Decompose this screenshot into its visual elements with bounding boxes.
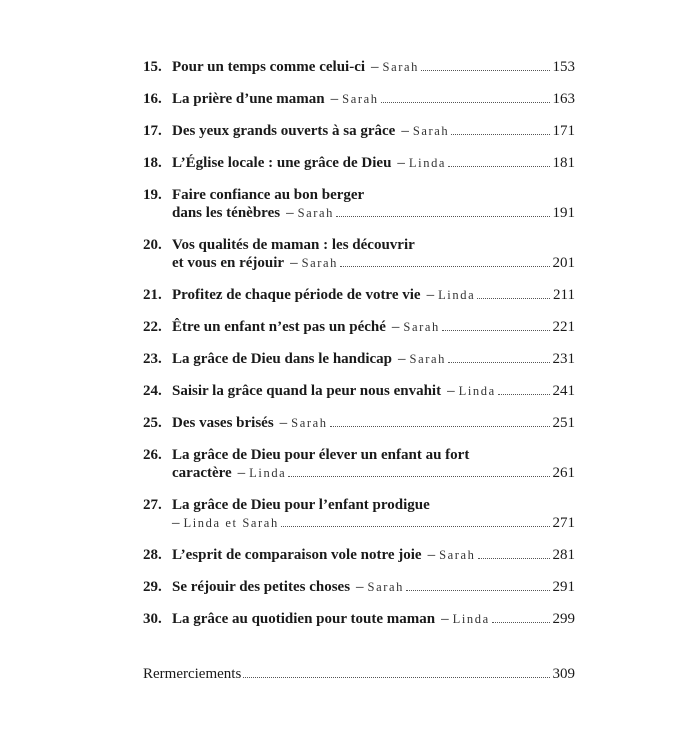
dot-leader — [381, 102, 550, 103]
entry-author: Linda — [408, 156, 447, 170]
title-author-dash: – — [237, 465, 246, 481]
page-number: 163 — [552, 91, 575, 107]
dot-leader — [336, 216, 549, 217]
entry-title: Profitez de chaque période de votre vie — [172, 287, 421, 303]
entry-title: Faire confiance au bon berger — [172, 187, 365, 203]
entry-author: Sarah — [367, 580, 404, 594]
entry-author: Linda — [438, 288, 476, 302]
toc-entry[interactable] — [143, 186, 575, 222]
page-number: 221 — [552, 319, 575, 335]
entry-number: 15. — [143, 59, 162, 75]
dot-leader — [330, 426, 550, 427]
page-number: 309 — [552, 666, 575, 682]
entry-author: Linda — [249, 466, 287, 480]
entry-number: 23. — [143, 351, 162, 367]
dot-leader — [492, 622, 550, 623]
page-number: 181 — [552, 155, 575, 171]
toc-entry[interactable] — [143, 382, 575, 400]
title-author-dash: – — [401, 123, 409, 139]
entry-title: Pour un temps comme celui-ci — [172, 59, 366, 75]
title-author-dash: – — [447, 383, 455, 399]
entry-author: Sarah — [439, 548, 476, 562]
entry-title: Se réjouir des petites choses — [172, 579, 351, 595]
entry-number: 22. — [143, 319, 162, 335]
page-number: 211 — [553, 287, 575, 303]
title-author-dash: – — [371, 59, 379, 75]
toc-entry[interactable] — [143, 414, 575, 432]
entry-title: Vos qualités de maman : les découvrir — [172, 237, 415, 253]
toc-entry[interactable] — [143, 446, 575, 482]
entry-number: 20. — [143, 237, 162, 253]
table-of-contents — [143, 58, 575, 642]
title-author-dash: – — [279, 415, 288, 431]
dot-leader — [421, 70, 550, 71]
dot-leader — [442, 330, 550, 331]
entry-number: 17. — [143, 123, 162, 139]
entry-author: Linda et Sarah — [183, 516, 279, 530]
toc-entry[interactable] — [143, 236, 575, 272]
page-number: 191 — [552, 205, 575, 221]
page-number: 231 — [552, 351, 575, 367]
entry-title: La grâce de Dieu pour élever un enfant au fort — [172, 447, 470, 463]
entry-title: L’esprit de comparaison vole notre joie — [172, 547, 422, 563]
toc-entry[interactable] — [143, 546, 575, 564]
dot-leader — [448, 362, 550, 363]
entry-author: Sarah — [382, 60, 419, 74]
page-number: 251 — [552, 415, 575, 431]
acknowledgements-entry[interactable] — [143, 666, 575, 683]
dot-leader — [288, 476, 549, 477]
entry-number: 16. — [143, 91, 162, 107]
title-author-dash: – — [397, 155, 405, 171]
toc-entry[interactable] — [143, 154, 575, 172]
toc-entry[interactable] — [143, 578, 575, 596]
title-author-dash: – — [172, 515, 180, 531]
entry-title: Être un enfant n’est pas un péché — [172, 319, 386, 335]
entry-title: caractère — [172, 465, 232, 481]
page-number: 261 — [552, 465, 575, 481]
entry-author: Sarah — [403, 320, 440, 334]
dot-leader — [281, 526, 550, 527]
entry-author: Sarah — [342, 92, 379, 106]
entry-number: 30. — [143, 611, 162, 627]
dot-leader — [498, 394, 550, 395]
dot-leader — [243, 677, 549, 678]
toc-entry[interactable] — [143, 610, 575, 628]
page-number: 201 — [552, 255, 575, 271]
title-author-dash: – — [391, 319, 400, 335]
title-author-dash: – — [427, 547, 436, 563]
dot-leader — [448, 166, 549, 167]
page-number: 171 — [552, 123, 575, 139]
entry-title: La prière d’une maman — [172, 91, 325, 107]
title-author-dash: – — [356, 579, 364, 595]
entry-title: La grâce au quotidien pour toute maman — [172, 611, 436, 627]
entry-number: 29. — [143, 579, 162, 595]
entry-author: Linda — [452, 612, 490, 626]
entry-author: Linda — [458, 384, 496, 398]
entry-author: Sarah — [409, 352, 446, 366]
dot-leader — [406, 590, 550, 591]
entry-title: La grâce de Dieu pour l’enfant prodigue — [172, 497, 430, 513]
toc-entry[interactable] — [143, 58, 575, 76]
entry-title: Des vases brisés — [172, 415, 274, 431]
toc-entry[interactable] — [143, 318, 575, 336]
dot-leader — [478, 558, 550, 559]
entry-title: Rermerciements — [143, 666, 242, 682]
entry-title: Des yeux grands ouverts à sa grâce — [172, 123, 396, 139]
page-number: 299 — [552, 611, 575, 627]
page-number: 271 — [552, 515, 575, 531]
toc-entry[interactable] — [143, 90, 575, 108]
toc-entry[interactable] — [143, 496, 575, 532]
page-number: 153 — [552, 59, 575, 75]
entry-number: 18. — [143, 155, 162, 171]
entry-author: Sarah — [301, 256, 339, 270]
entry-number: 21. — [143, 287, 162, 303]
dot-leader — [477, 298, 550, 299]
entry-number: 26. — [143, 447, 162, 463]
entry-number: 24. — [143, 383, 162, 399]
entry-number: 27. — [143, 497, 162, 513]
page-number: 291 — [552, 579, 575, 595]
entry-number: 25. — [143, 415, 162, 431]
entry-title: Saisir la grâce quand la peur nous envahit — [172, 383, 442, 399]
title-author-dash: – — [290, 255, 298, 271]
entry-author: Sarah — [291, 416, 328, 430]
entry-number: 28. — [143, 547, 162, 563]
dot-leader — [451, 134, 549, 135]
entry-number: 19. — [143, 187, 162, 203]
toc-entry[interactable] — [143, 350, 575, 368]
entry-author: Sarah — [297, 206, 335, 220]
title-author-dash: – — [286, 205, 294, 221]
title-author-dash: – — [398, 351, 406, 367]
entry-title: et vous en réjouir — [172, 255, 285, 271]
toc-entry[interactable] — [143, 286, 575, 304]
entry-author: Sarah — [412, 124, 450, 138]
title-author-dash: – — [426, 287, 435, 303]
page-number: 281 — [552, 547, 575, 563]
entry-title: L’Église locale : une grâce de Dieu — [172, 155, 392, 171]
entry-title: dans les ténèbres — [172, 205, 281, 221]
title-author-dash: – — [441, 611, 449, 627]
entry-title: La grâce de Dieu dans le handicap — [172, 351, 393, 367]
title-author-dash: – — [330, 91, 339, 107]
page-number: 241 — [552, 383, 575, 399]
dot-leader — [340, 266, 549, 267]
toc-entry[interactable] — [143, 122, 575, 140]
